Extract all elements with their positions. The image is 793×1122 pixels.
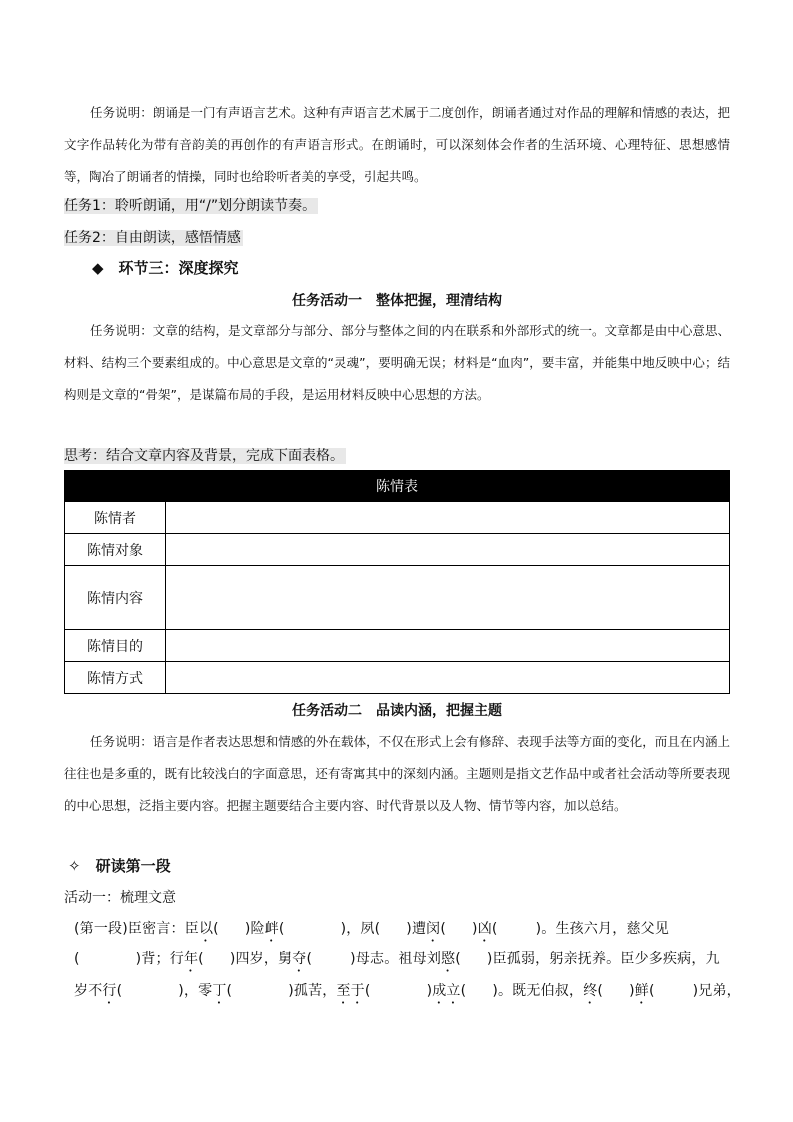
passage-line-3: 岁不行( )，零丁( )孤苦，至于( )成立( )。既无伯叔，终( )鲜( )兄弟，	[74, 983, 741, 999]
answer-cell-chenqingzhe[interactable]	[166, 502, 730, 534]
study-activity: 活动一：梳理文意	[64, 890, 176, 906]
activity2-description	[64, 726, 730, 822]
row-label-neirong: 陈情内容	[65, 566, 166, 630]
section3-heading: ◆ 环节三：深度探究	[92, 259, 239, 277]
task2-line	[64, 228, 243, 248]
row-label-duixiang: 陈情对象	[65, 534, 166, 566]
answer-cell-duixiang[interactable]	[166, 534, 730, 566]
think-text: 思考：结合文章内容及背景，完成下面表格。	[64, 448, 344, 464]
passage-line-2: ( )背；行年( )四岁，舅夺( )母志。祖母刘愍( )臣孤弱，躬亲抚养。臣少多疾病，九	[74, 951, 720, 967]
intro-text: 任务说明：朗诵是一门有声语言艺术。这种有声语言艺术属于二度创作，朗诵者通过对作品的理解和情感的表达，把文字作品转化为带有音韵美的再创作的有声语言形式。在朗诵时，可以深刻体会作者的生活环境、心理特征、思想感情等，陶冶了朗诵者的情操，同时也给聆听者美的享受，引起共鸣。	[64, 105, 730, 184]
answer-cell-mudi[interactable]	[166, 630, 730, 662]
table-title: 陈情表	[65, 471, 730, 502]
activity1-description	[64, 315, 730, 411]
row-label-chenqingzhe: 陈情者	[65, 502, 166, 534]
row-label-mudi: 陈情目的	[65, 630, 166, 662]
task2-text: 任务2：自由朗读，感悟情感	[64, 230, 241, 246]
activity1-text: 任务说明：文章的结构，是文章部分与部分、部分与整体之间的内在联系和外部形式的统一。文章都是由中心意思、材料、结构三个要素组成的。中心意思是文章的“灵魂”，要明确无误；材料是“血肉”，要丰富，并能集中地反映中心；结构则是文章的“骨架”，是谋篇布局的手段，是运用材料反映中心思想的方法。	[64, 323, 730, 402]
task1-text: 任务1：聆听朗诵，用“/”划分朗读节奏。	[64, 198, 317, 214]
think-line	[64, 446, 346, 466]
activity2-text: 任务说明：语言是作者表达思想和情感的外在载体，不仅在形式上会有修辞、表现手法等方面的变化，而且在内涵上往往也是多重的，既有比较浅白的字面意思，还有寄寓其中的深刻内涵。主题则是指文艺作品中或者社会活动等所要表现的中心思想，泛指主要内容。把握主题要结合主要内容、时代背景以及人物、情节等内容，加以总结。	[64, 734, 730, 813]
passage-line-1: (第一段)臣密言：臣以( )险衅( )，夙( )遭闵( )凶( )。生孩六月，慈父见	[74, 921, 670, 937]
study-heading: ✧ 研读第一段	[68, 857, 171, 875]
answer-cell-neirong[interactable]	[166, 566, 730, 630]
activity1-title: 任务活动一 整体把握，理清结构	[292, 293, 502, 309]
answer-cell-fangshi[interactable]	[166, 662, 730, 694]
task1-line	[64, 196, 318, 216]
chenqing-table	[64, 470, 730, 694]
row-label-fangshi: 陈情方式	[65, 662, 166, 694]
intro-paragraph	[64, 97, 730, 193]
activity2-title: 任务活动二 品读内涵，把握主题	[292, 703, 502, 719]
